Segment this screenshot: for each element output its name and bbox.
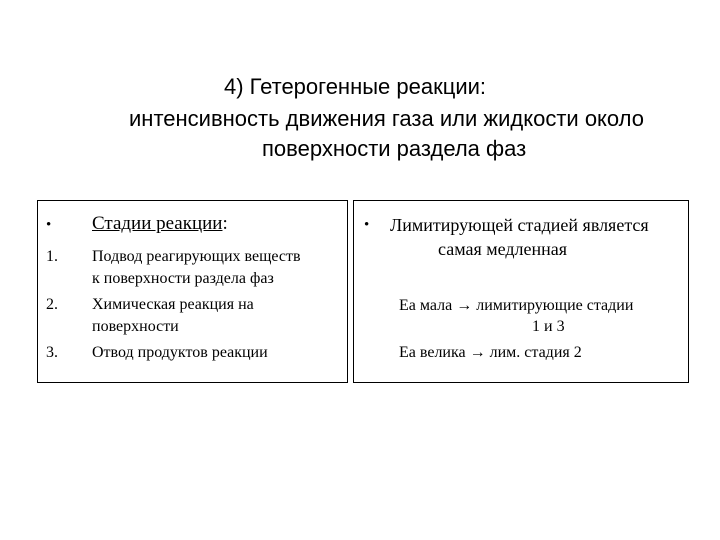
bullet-marker: • xyxy=(364,217,370,233)
stage-1-line-1: Подвод реагирующих веществ xyxy=(92,248,301,265)
title-line-2: интенсивность движения газа или жидкости около xyxy=(129,106,644,131)
stage-2-line-1: Химическая реакция на xyxy=(92,296,254,313)
low-ea-case: Ea мала → лимитирующие стадии xyxy=(399,297,634,314)
stages-heading xyxy=(92,213,228,235)
limiting-statement-line-2: самая медленная xyxy=(438,239,568,259)
item-number-1: 1. xyxy=(46,248,58,265)
item-number-3: 3. xyxy=(46,344,58,361)
stages-heading-colon: : xyxy=(222,213,228,234)
limiting-statement-line-1: Лимитирующей стадией является xyxy=(390,215,649,235)
title-line-1: 4) Гетерогенные реакции: xyxy=(224,74,487,99)
high-ea-case: Ea велика → лим. стадия 2 xyxy=(399,344,582,361)
stage-2-line-2: поверхности xyxy=(92,318,179,335)
low-ea-stages: 1 и 3 xyxy=(532,318,565,335)
stage-1-line-2: к поверхности раздела фаз xyxy=(92,270,274,287)
item-number-2: 2. xyxy=(46,296,58,313)
stages-heading-text: Стадии реакции xyxy=(92,213,223,234)
stage-3-line-1: Отвод продуктов реакции xyxy=(92,344,268,361)
bullet-marker: • xyxy=(46,217,52,233)
limiting-stage-panel xyxy=(353,200,689,383)
reaction-stages-panel xyxy=(37,200,348,383)
title-line-3: поверхности раздела фаз xyxy=(262,136,527,161)
